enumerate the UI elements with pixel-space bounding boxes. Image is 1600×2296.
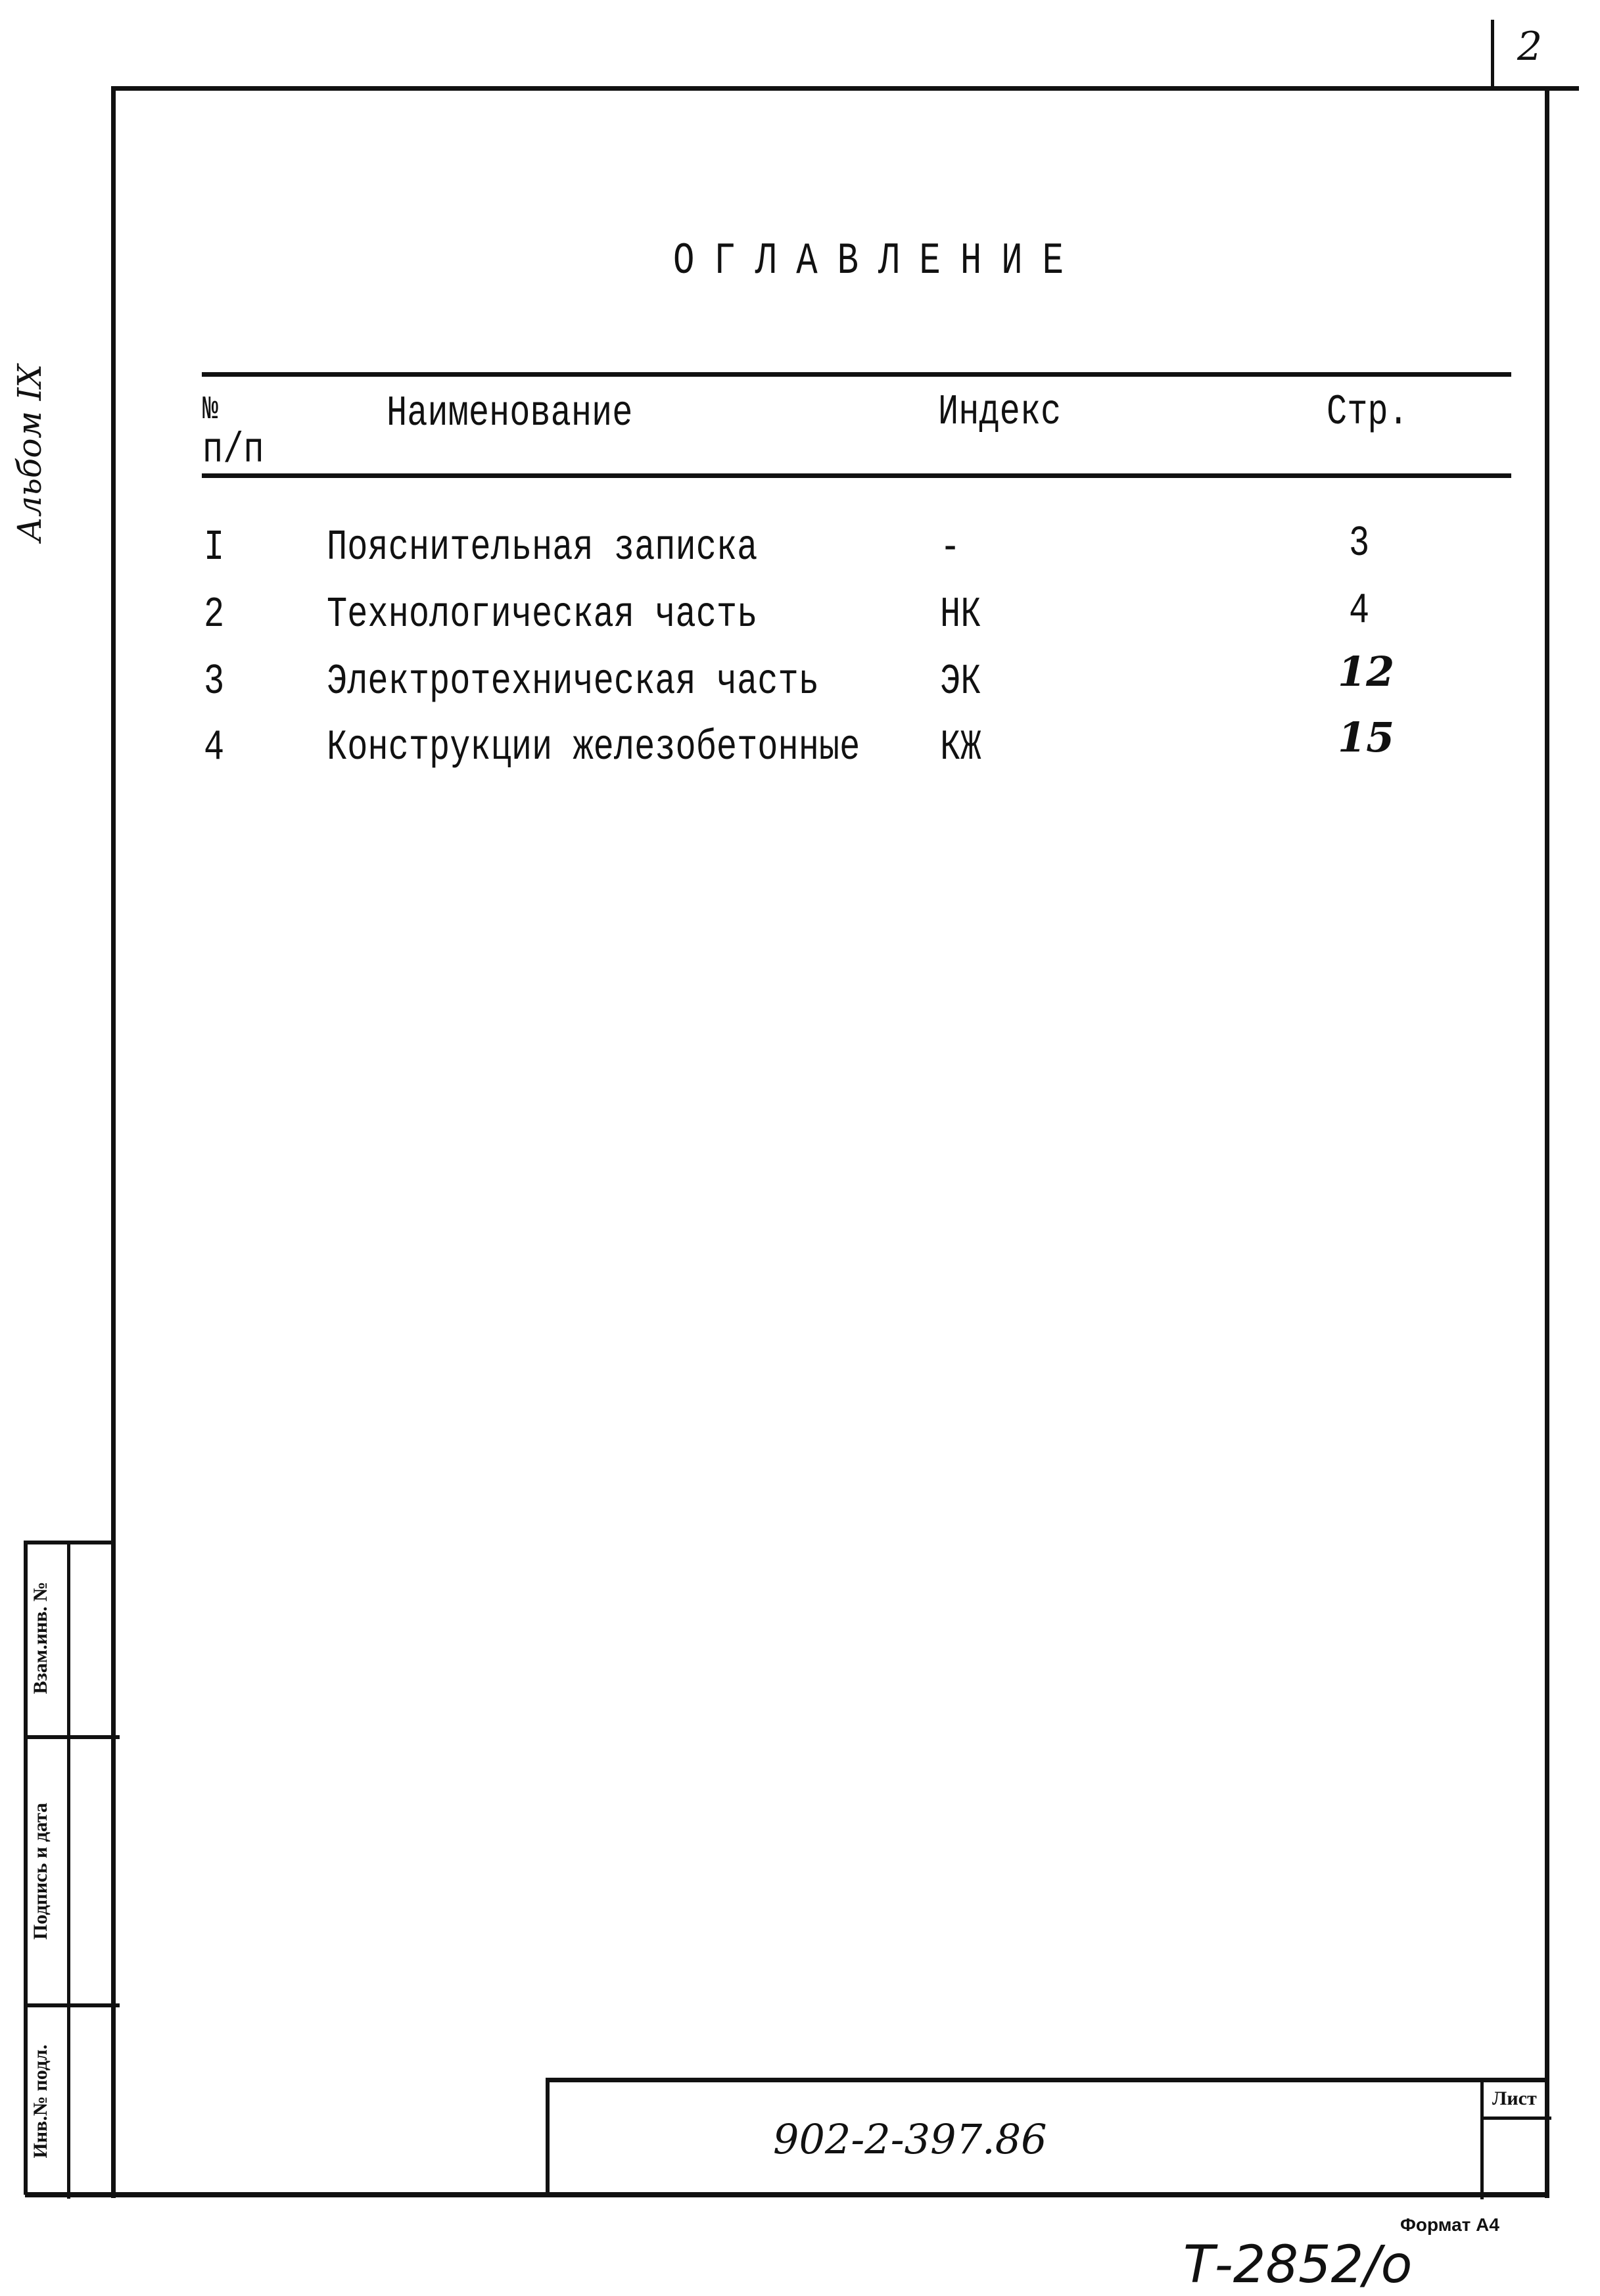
row-number: I	[204, 523, 225, 572]
stamp-field-inventory: Инв.№ подл.	[30, 2044, 51, 2159]
row-name: Электротехническая часть	[327, 658, 819, 706]
header-number-sub: п/п	[202, 426, 264, 475]
stamp-field-signature: Подпись и дата	[30, 1802, 51, 1940]
header-page: Стр.	[1327, 388, 1409, 437]
archive-number: Т-2852/о	[1183, 2236, 1413, 2295]
frame-right	[1545, 86, 1549, 2198]
table-header-rule	[202, 473, 1511, 478]
row-name: Технологическая часть	[327, 590, 758, 639]
side-stamp	[24, 1541, 116, 2195]
header-index: Индекс	[938, 388, 1062, 437]
album-label: Альбом IX	[11, 364, 49, 542]
corner-divider	[1491, 20, 1494, 88]
row-index: -	[940, 523, 961, 572]
designation: 902-2-397.86	[773, 2115, 1047, 2163]
sheet-label: Лист	[1492, 2088, 1537, 2109]
header-number: №	[202, 392, 219, 429]
page-title: ОГЛАВЛЕНИЕ	[673, 237, 1084, 287]
row-page: 12	[1338, 648, 1395, 696]
table-top-rule	[202, 372, 1511, 377]
row-page: 3	[1349, 519, 1370, 568]
title-block	[546, 2078, 1547, 2195]
header-name: Наименование	[387, 389, 633, 438]
row-number: 3	[204, 658, 225, 706]
stamp-field-replacement: Взам.инв. №	[30, 1581, 51, 1694]
row-number: 2	[204, 590, 225, 639]
row-index: ЭК	[940, 658, 981, 706]
row-page: 4	[1349, 586, 1370, 635]
row-index: КЖ	[940, 723, 981, 772]
frame-top	[111, 86, 1579, 91]
row-page: 15	[1338, 713, 1395, 761]
row-index: НК	[940, 590, 981, 639]
format-label: Формат А4	[1400, 2214, 1499, 2235]
row-number: 4	[204, 723, 225, 772]
row-name: Конструкции железобетонные	[327, 723, 860, 772]
row-name: Пояснительная записка	[327, 523, 758, 572]
sheet-number-corner: 2	[1517, 24, 1543, 70]
